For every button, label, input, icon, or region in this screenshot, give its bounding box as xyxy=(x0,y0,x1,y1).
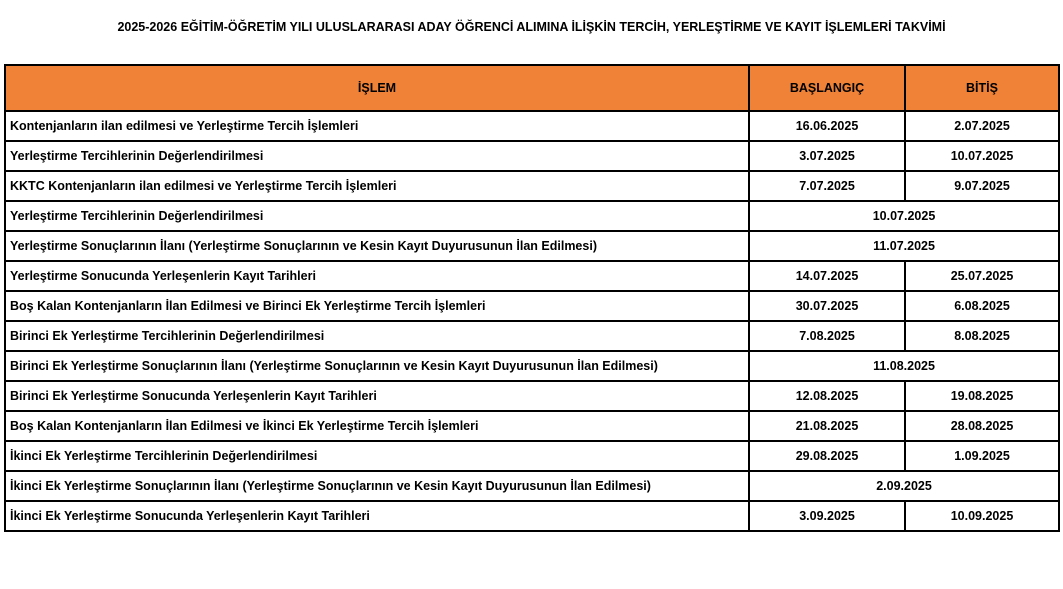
start-date-cell: 12.08.2025 xyxy=(749,381,905,411)
schedule-table xyxy=(4,64,1060,532)
table-row xyxy=(5,261,1059,291)
table-row xyxy=(5,171,1059,201)
start-date-cell: 3.07.2025 xyxy=(749,141,905,171)
column-header-operation: İŞLEM xyxy=(5,65,749,111)
operation-cell: Kontenjanların ilan edilmesi ve Yerleştirme Tercih İşlemleri xyxy=(5,111,749,141)
end-date-cell: 10.09.2025 xyxy=(905,501,1059,531)
operation-cell: İkinci Ek Yerleştirme Sonucunda Yerleşenlerin Kayıt Tarihleri xyxy=(5,501,749,531)
single-date-cell: 10.07.2025 xyxy=(749,201,1059,231)
end-date-cell: 10.07.2025 xyxy=(905,141,1059,171)
table-row xyxy=(5,471,1059,501)
table-row xyxy=(5,411,1059,441)
start-date-cell: 30.07.2025 xyxy=(749,291,905,321)
operation-cell: İkinci Ek Yerleştirme Sonuçlarının İlanı (Yerleştirme Sonuçlarının ve Kesin Kayıt Duyurusunun İlan Edilmesi) xyxy=(5,471,749,501)
table-row xyxy=(5,501,1059,531)
end-date-cell: 2.07.2025 xyxy=(905,111,1059,141)
operation-cell: Boş Kalan Kontenjanların İlan Edilmesi ve Birinci Ek Yerleştirme Tercih İşlemleri xyxy=(5,291,749,321)
start-date-cell: 7.07.2025 xyxy=(749,171,905,201)
start-date-cell: 16.06.2025 xyxy=(749,111,905,141)
end-date-cell: 28.08.2025 xyxy=(905,411,1059,441)
table-row xyxy=(5,351,1059,381)
operation-cell: Yerleştirme Tercihlerinin Değerlendirilmesi xyxy=(5,201,749,231)
operation-cell: İkinci Ek Yerleştirme Tercihlerinin Değerlendirilmesi xyxy=(5,441,749,471)
end-date-cell: 19.08.2025 xyxy=(905,381,1059,411)
single-date-cell: 2.09.2025 xyxy=(749,471,1059,501)
table-row xyxy=(5,201,1059,231)
operation-cell: KKTC Kontenjanların ilan edilmesi ve Yerleştirme Tercih İşlemleri xyxy=(5,171,749,201)
start-date-cell: 21.08.2025 xyxy=(749,411,905,441)
table-row xyxy=(5,321,1059,351)
header-row xyxy=(5,65,1059,111)
operation-cell: Birinci Ek Yerleştirme Sonucunda Yerleşenlerin Kayıt Tarihleri xyxy=(5,381,749,411)
operation-cell: Birinci Ek Yerleştirme Tercihlerinin Değerlendirilmesi xyxy=(5,321,749,351)
operation-cell: Yerleştirme Sonucunda Yerleşenlerin Kayıt Tarihleri xyxy=(5,261,749,291)
operation-cell: Birinci Ek Yerleştirme Sonuçlarının İlanı (Yerleştirme Sonuçlarının ve Kesin Kayıt Duyurusunun İlan Edilmesi) xyxy=(5,351,749,381)
table-row xyxy=(5,291,1059,321)
table-row xyxy=(5,111,1059,141)
start-date-cell: 29.08.2025 xyxy=(749,441,905,471)
start-date-cell: 14.07.2025 xyxy=(749,261,905,291)
operation-cell: Yerleştirme Sonuçlarının İlanı (Yerleştirme Sonuçlarının ve Kesin Kayıt Duyurusunun İlan Edilmesi) xyxy=(5,231,749,261)
single-date-cell: 11.07.2025 xyxy=(749,231,1059,261)
page-title: 2025-2026 EĞİTİM-ÖĞRETİM YILI ULUSLARARASI ADAY ÖĞRENCİ ALIMINA İLİŞKİN TERCİH, YERLEŞTİRME VE KAYIT İŞLEMLERİ TAKVİMİ xyxy=(117,20,946,34)
column-header-start: BAŞLANGIÇ xyxy=(749,65,905,111)
start-date-cell: 3.09.2025 xyxy=(749,501,905,531)
column-header-end: BİTİŞ xyxy=(905,65,1059,111)
operation-cell: Boş Kalan Kontenjanların İlan Edilmesi ve İkinci Ek Yerleştirme Tercih İşlemleri xyxy=(5,411,749,441)
table-row xyxy=(5,231,1059,261)
table-row xyxy=(5,381,1059,411)
operation-cell: Yerleştirme Tercihlerinin Değerlendirilmesi xyxy=(5,141,749,171)
end-date-cell: 1.09.2025 xyxy=(905,441,1059,471)
end-date-cell: 9.07.2025 xyxy=(905,171,1059,201)
end-date-cell: 8.08.2025 xyxy=(905,321,1059,351)
end-date-cell: 25.07.2025 xyxy=(905,261,1059,291)
table-row xyxy=(5,141,1059,171)
table-row xyxy=(5,441,1059,471)
end-date-cell: 6.08.2025 xyxy=(905,291,1059,321)
single-date-cell: 11.08.2025 xyxy=(749,351,1059,381)
start-date-cell: 7.08.2025 xyxy=(749,321,905,351)
